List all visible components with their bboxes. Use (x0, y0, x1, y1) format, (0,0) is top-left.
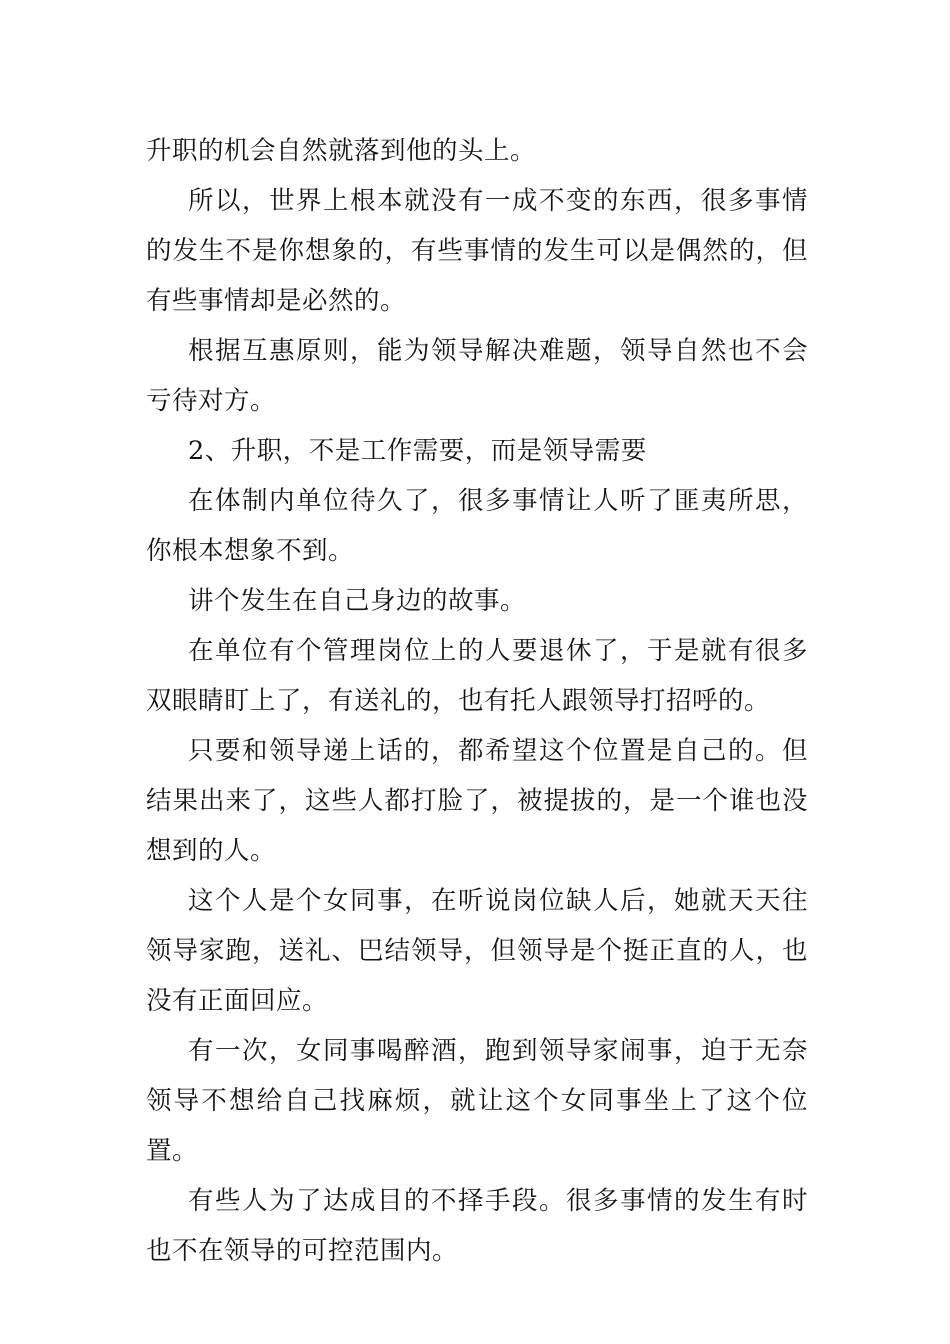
paragraph-10: 有一次，女同事喝醉酒，跑到领导家闹事，迫于无奈领导不想给自己找麻烦，就让这个女同事坐上了这个位置。 (146, 1036, 808, 1166)
paragraph-1: 升职的机会自然就落到他的头上。 (146, 136, 537, 166)
section-heading: 2、升职，不是工作需要，而是领导需要 (188, 436, 647, 466)
paragraph-7: 在单位有个管理岗位上的人要退休了，于是就有很多双眼睛盯上了，有送礼的，也有托人跟领导打招呼的。 (146, 636, 808, 716)
paragraph-2: 所以，世界上根本就没有一成不变的东西，很多事情的发生不是你想象的，有些事情的发生可以是偶然的，但有些事情却是必然的。 (146, 186, 808, 316)
paragraph-9: 这个人是个女同事，在听说岗位缺人后，她就天天往领导家跑，送礼、巴结领导，但领导是个挺正直的人，也没有正面回应。 (146, 886, 808, 1016)
paragraph-6: 讲个发生在自己身边的故事。 (188, 586, 527, 616)
paragraph-8: 只要和领导递上话的，都希望这个位置是自己的。但结果出来了，这些人都打脸了，被提拔的，是一个谁也没想到的人。 (146, 736, 808, 866)
document-body (146, 126, 808, 1276)
paragraph-3: 根据互惠原则，能为领导解决难题，领导自然也不会亏待对方。 (146, 336, 808, 416)
paragraph-5: 在体制内单位待久了，很多事情让人听了匪夷所思，你根本想象不到。 (146, 486, 808, 566)
paragraph-11: 有些人为了达成目的不择手段。很多事情的发生有时也不在领导的可控范围内。 (146, 1186, 808, 1266)
